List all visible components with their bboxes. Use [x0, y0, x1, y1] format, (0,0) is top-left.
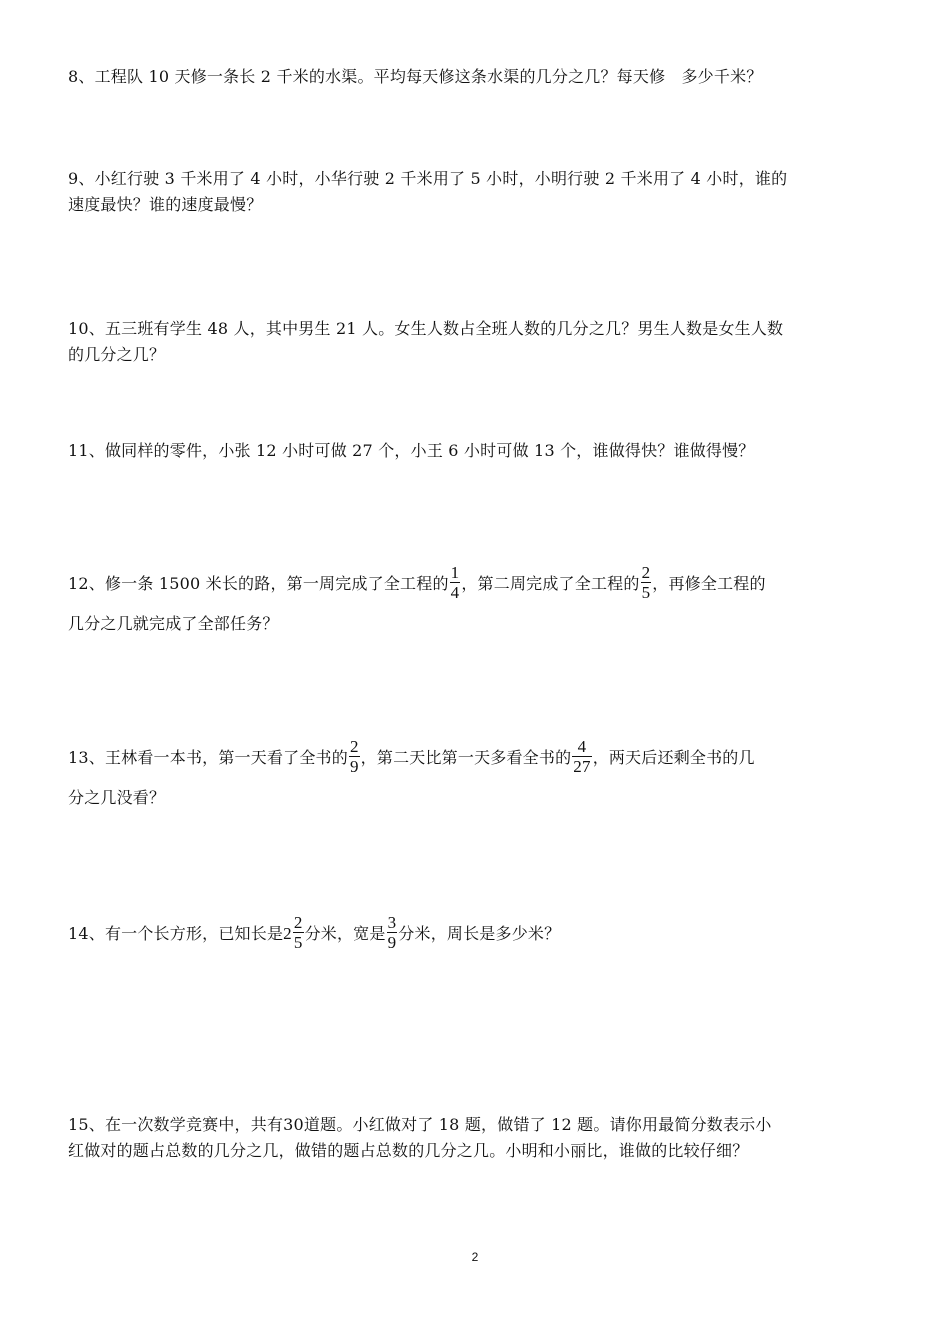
fraction-two-fifths — [641, 564, 652, 601]
question-14-line-1 — [68, 913, 888, 953]
question-11 — [68, 438, 888, 464]
fraction-denominator: 9 — [349, 757, 359, 776]
fraction-denominator: 4 — [450, 583, 460, 602]
fraction-numerator: 1 — [450, 563, 460, 582]
fraction-numerator: 3 — [387, 913, 397, 932]
question-14 — [68, 913, 888, 953]
question-13-seg-3: ，两天后还剩全书的几 — [592, 748, 755, 767]
question-12-line-2: 几分之几就完成了全部任务？ — [68, 614, 279, 633]
question-13-line-2: 分之几没看？ — [68, 788, 166, 807]
fraction-denominator: 9 — [387, 933, 397, 952]
fraction-four-twentysevenths — [572, 738, 591, 775]
question-9-line-1: 9、小红行驶 3 千米用了 4 小时，小华行驶 2 千米用了 5 小时，小明行驶 2 千米用了 4 小时，谁的 — [68, 169, 788, 188]
fraction-numerator: 2 — [293, 913, 303, 932]
question-9 — [68, 166, 888, 218]
question-12-seg-1: 12、修一条 1500 米长的路，第一周完成了全工程的 — [68, 574, 449, 593]
fraction-denominator: 27 — [573, 757, 591, 776]
question-8 — [68, 64, 888, 90]
fraction-three-ninths — [387, 914, 398, 951]
fraction-numerator: 2 — [641, 563, 651, 582]
fraction-two-ninths — [349, 738, 360, 775]
question-15-line-2: 红做对的题占总数的几分之几，做错的题占总数的几分之几。小明和小丽比，谁做的比较仔细？ — [68, 1141, 749, 1160]
question-14-seg-1: 14、有一个长方形，已知长是 — [68, 924, 284, 943]
question-13-line-1 — [68, 737, 888, 777]
question-10 — [68, 316, 888, 368]
question-10-line-2: 的几分之几？ — [68, 345, 166, 364]
question-9-line-2: 速度最快？谁的速度最慢？ — [68, 195, 263, 214]
question-13-seg-2: ，第二天比第一天多看全书的 — [360, 748, 572, 767]
page-number: 2 — [471, 1250, 479, 1264]
question-12-seg-2: ，第二周完成了全工程的 — [461, 574, 640, 593]
question-15-line-1: 15、在一次数学竞赛中，共有30道题。小红做对了 18 题，做错了 12 题。请你用最简分数表示小 — [68, 1115, 772, 1134]
fraction-one-quarter — [450, 564, 461, 601]
fraction-numerator: 2 — [349, 737, 359, 756]
question-13 — [68, 737, 888, 811]
question-12 — [68, 563, 888, 637]
question-14-seg-3: 分米，周长是多少米？ — [398, 924, 561, 943]
fraction-numerator: 4 — [577, 737, 587, 756]
question-8-text: 8、工程队 10 天修一条长 2 千米的水渠。平均每天修这条水渠的几分之几？每天修 多少千米？ — [68, 67, 763, 86]
question-12-seg-3: ，再修全工程的 — [652, 574, 766, 593]
fraction-denominator: 5 — [293, 933, 303, 952]
question-12-line-1 — [68, 563, 888, 603]
question-11-text: 11、做同样的零件，小张 12 小时可做 27 个，小王 6 小时可做 13 个，谁做得快？谁做得慢？ — [68, 441, 755, 460]
fraction-two-fifths — [293, 914, 304, 951]
question-10-line-1: 10、五三班有学生 48 人，其中男生 21 人。女生人数占全班人数的几分之几？男生人数是女生人数 — [68, 319, 784, 338]
fraction-denominator: 5 — [641, 583, 651, 602]
question-15 — [68, 1112, 888, 1164]
question-14-seg-2: 分米，宽是 — [304, 924, 386, 943]
mixed-number-whole: 2 — [283, 924, 292, 943]
question-13-seg-1: 13、王林看一本书，第一天看了全书的 — [68, 748, 348, 767]
